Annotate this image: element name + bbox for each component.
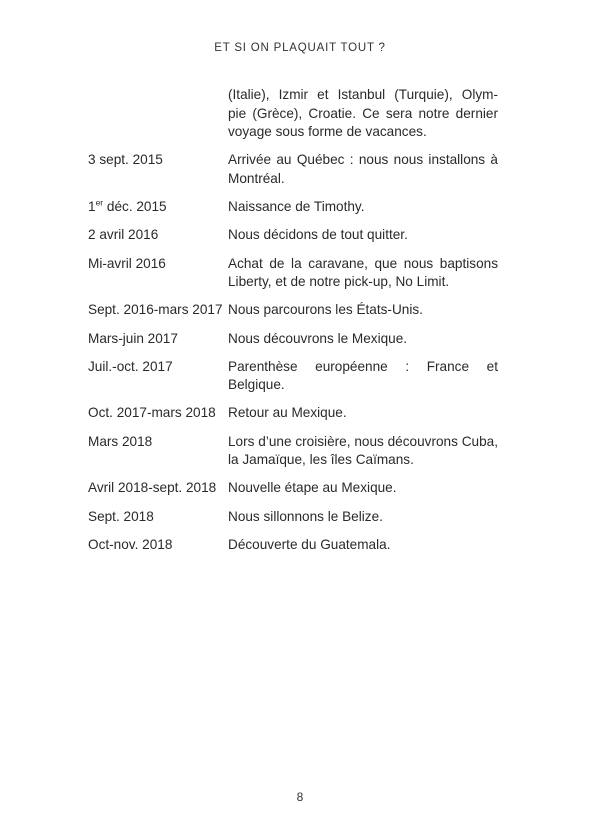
entry-description [228,479,498,498]
entry-line: Découverte du Guatemala. [228,536,391,552]
timeline-entry [88,508,498,527]
entry-description [228,198,498,217]
entry-line: Parenthèse européenne : France et Belgique. [228,358,498,393]
entry-date: Mi-avril 2016 [88,255,166,271]
entry-line: Achat de la caravane, que nous baptisons [228,255,498,271]
entry-description [228,358,498,395]
entry-date: Avril 2018-sept. 2018 [88,480,217,496]
entry-line: Arrivée au Québec : nous nous installons à [228,152,498,168]
entry-line: Nous parcourons les États-Unis. [228,302,423,318]
entry-line: Naissance de Timothy. [228,199,365,215]
entry-line: Nous décidons de tout quitter. [228,227,408,243]
entry-date: Oct-nov. 2018 [88,536,173,552]
entry-line: Nouvelle étape au Mexique. [228,480,397,496]
entry-description [228,536,498,555]
timeline-entry [88,255,498,292]
timeline-entry [88,151,498,188]
entry-date: Juil.-oct. 2017 [88,358,173,374]
entry-description [228,508,498,527]
entry-description [228,301,498,320]
timeline [88,86,498,564]
entry-date [88,198,228,217]
timeline-entry [88,330,498,349]
entry-date: Mars 2018 [88,433,153,449]
date-day: 1 [88,199,96,215]
entry-date: Oct. 2017-mars 2018 [88,405,216,421]
timeline-entry [88,226,498,245]
entry-date: Sept. 2016-mars 2017 [88,302,223,318]
entry-line: Retour au Mexique. [228,405,347,421]
entry-line: Nous découvrons le Mexique. [228,330,408,346]
entry-date: 3 sept. 2015 [88,152,163,168]
entry-line: Montréal. [228,170,285,186]
timeline-entry [88,301,498,320]
entry-description [228,151,498,188]
entry-line: Lors d’une croisière, nous découvrons Cuba, [228,433,498,449]
timeline-entry [88,198,498,217]
entry-line: Liberty, et de notre pick-up, No Limit. [228,274,450,290]
entry-line: voyage sous forme de vacances. [228,124,427,140]
timeline-entry [88,433,498,470]
entry-description [228,86,498,142]
timeline-entry [88,536,498,555]
entry-date: Mars-juin 2017 [88,330,178,346]
timeline-entry [88,358,498,395]
entry-description [228,330,498,349]
running-head: ET SI ON PLAQUAIT TOUT ? [214,42,386,54]
entry-line: la Jamaïque, les îles Caïmans. [228,452,414,468]
entry-date: Sept. 2018 [88,508,154,524]
timeline-entry [88,404,498,423]
entry-line: (Italie), Izmir et Istanbul (Turquie), Olym- [228,87,498,102]
entry-description [228,226,498,245]
page-number: 8 [296,790,304,804]
entry-description [228,255,498,292]
entry-description [228,404,498,423]
date-month-year: déc. 2015 [103,199,167,215]
ordinal-suffix: er [95,197,104,208]
entry-line: pie (Grèce), Croatie. Ce sera notre dernier [228,105,498,121]
entry-description [228,433,498,470]
timeline-entry [88,479,498,498]
entry-line: Nous sillonnons le Belize. [228,508,383,524]
timeline-entry [88,86,498,142]
entry-date: 2 avril 2016 [88,227,159,243]
